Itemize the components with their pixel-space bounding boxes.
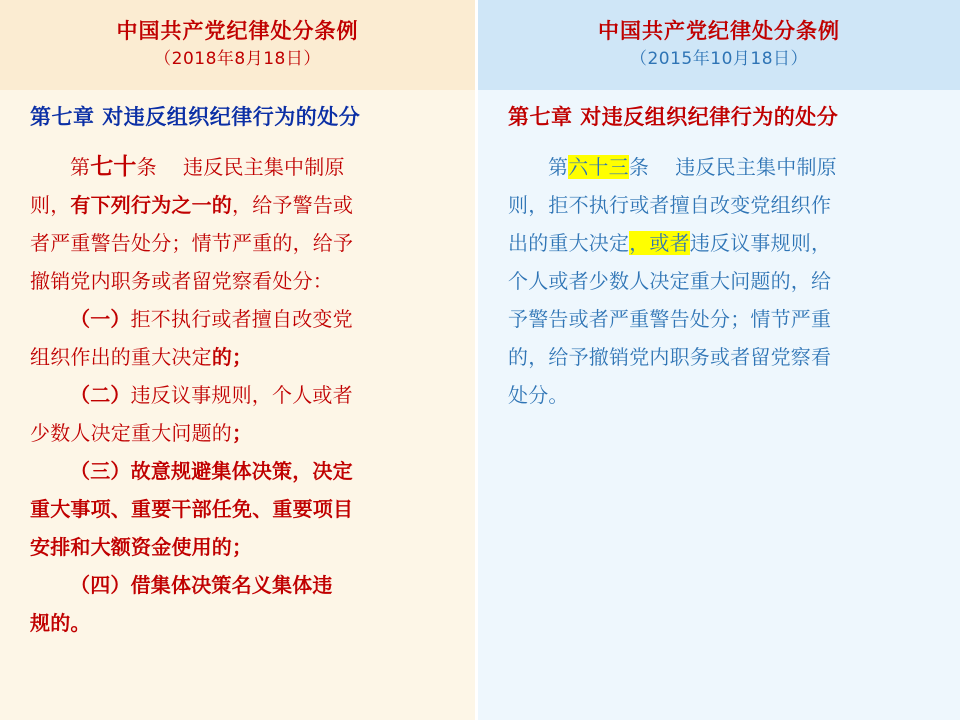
- right-document-date: （2015年10月18日）: [629, 49, 809, 69]
- left-item-4-line-1: [30, 566, 445, 604]
- left-item-3-text-a: 故意规避集体决策，决定: [130, 459, 353, 483]
- right-article-line-4: 个人或者少数人决定重大问题的，给: [508, 269, 832, 293]
- left-article-line-1: [30, 148, 445, 186]
- left-document-date: （2018年8月18日）: [154, 49, 321, 69]
- left-item-2: [30, 376, 445, 452]
- left-item-2-marker: （二）: [70, 383, 131, 407]
- left-item-2-line-1: [30, 376, 445, 414]
- left-article-lead-2: 则，: [30, 193, 71, 217]
- left-item-2-text-a: 违反议事规则，个人或者: [130, 383, 353, 407]
- right-article-prefix: 第: [548, 155, 569, 179]
- left-item-1: [30, 300, 445, 376]
- left-item-3: [30, 452, 445, 566]
- right-article-line-1: [508, 148, 930, 186]
- right-version-column: [478, 0, 960, 720]
- right-article-line-3-a: 出的重大决定: [508, 231, 630, 255]
- left-item-3-line-3: 安排和大额资金使用的；: [30, 535, 253, 559]
- left-column-header: [0, 0, 475, 90]
- left-article-prefix: 第: [70, 155, 91, 179]
- right-article-line-3-b: 违反议事规则，: [689, 231, 832, 255]
- left-item-2-line-2: [30, 414, 445, 452]
- right-article-paragraph: [508, 148, 930, 414]
- right-article-line-5: 予警告或者严重警告处分；情节严重: [508, 307, 832, 331]
- left-article-line-3: 者严重警告处分；情节严重的，给予: [30, 231, 354, 255]
- left-item-1-text-b: 组织作出的重大决定: [30, 345, 212, 369]
- right-article-suffix: 条: [628, 155, 650, 179]
- right-chapter-heading: 第七章 对违反组织纪律行为的处分: [508, 105, 839, 129]
- right-article-highlight: ，或者: [629, 231, 690, 255]
- left-article-line-2: [30, 186, 445, 224]
- left-item-4-line-2: [30, 604, 445, 642]
- left-item-4-emphasis: 。: [70, 611, 91, 635]
- right-document-title: 中国共产党纪律处分条例: [598, 19, 840, 43]
- left-article-lead-3: ，给予警告或: [232, 193, 354, 217]
- left-item-4-text-b: 规的: [30, 611, 71, 635]
- right-column-header: [478, 0, 960, 90]
- left-item-1-emphasis: 的；: [211, 345, 253, 369]
- left-item-4-marker: （四）: [70, 573, 131, 597]
- left-item-1-text-a: 拒不执行或者擅自改变党: [130, 307, 353, 331]
- right-body: [478, 90, 960, 720]
- left-article-line-4: 撤销党内职务或者留党察看处分：: [30, 269, 333, 293]
- left-item-1-line-2: [30, 338, 445, 376]
- left-item-3-line-1: [30, 452, 445, 490]
- left-article-paragraph: [30, 148, 445, 300]
- right-article-line-6: 的，给予撤销党内职务或者留党察看: [508, 345, 832, 369]
- left-item-4: [30, 566, 445, 642]
- left-item-2-text-b: 少数人决定重大问题的: [30, 421, 232, 445]
- left-article-suffix: 条: [136, 155, 157, 179]
- left-body: [0, 90, 475, 720]
- left-item-1-line-1: [30, 300, 445, 338]
- left-item-3-marker: （三）: [70, 459, 131, 483]
- right-article-line-2: 则，拒不执行或者擅自改变党组织作: [508, 193, 832, 217]
- right-article-line-1-text: 违反民主集中制原: [675, 155, 837, 179]
- right-article-line-7: 处分。: [508, 383, 569, 407]
- left-article-number: 七十: [90, 154, 137, 180]
- left-item-4-text-a: 借集体决策名义集体违: [130, 573, 333, 597]
- left-article-lead-1: 违反民主集中制原: [183, 155, 345, 179]
- left-article-emphasis-1: 有下列行为之一的: [70, 193, 233, 217]
- left-version-column: [0, 0, 478, 720]
- left-document-title: 中国共产党纪律处分条例: [116, 19, 359, 43]
- left-item-2-emphasis: ；: [232, 421, 253, 445]
- left-item-1-marker: （一）: [70, 307, 131, 331]
- left-item-3-line-2: 重大事项、重要干部任免、重要项目: [30, 497, 354, 521]
- right-article-line-3: [508, 224, 930, 262]
- left-chapter-heading: 第七章 对违反组织纪律行为的处分: [30, 105, 361, 129]
- right-article-number: 六十三: [568, 155, 629, 179]
